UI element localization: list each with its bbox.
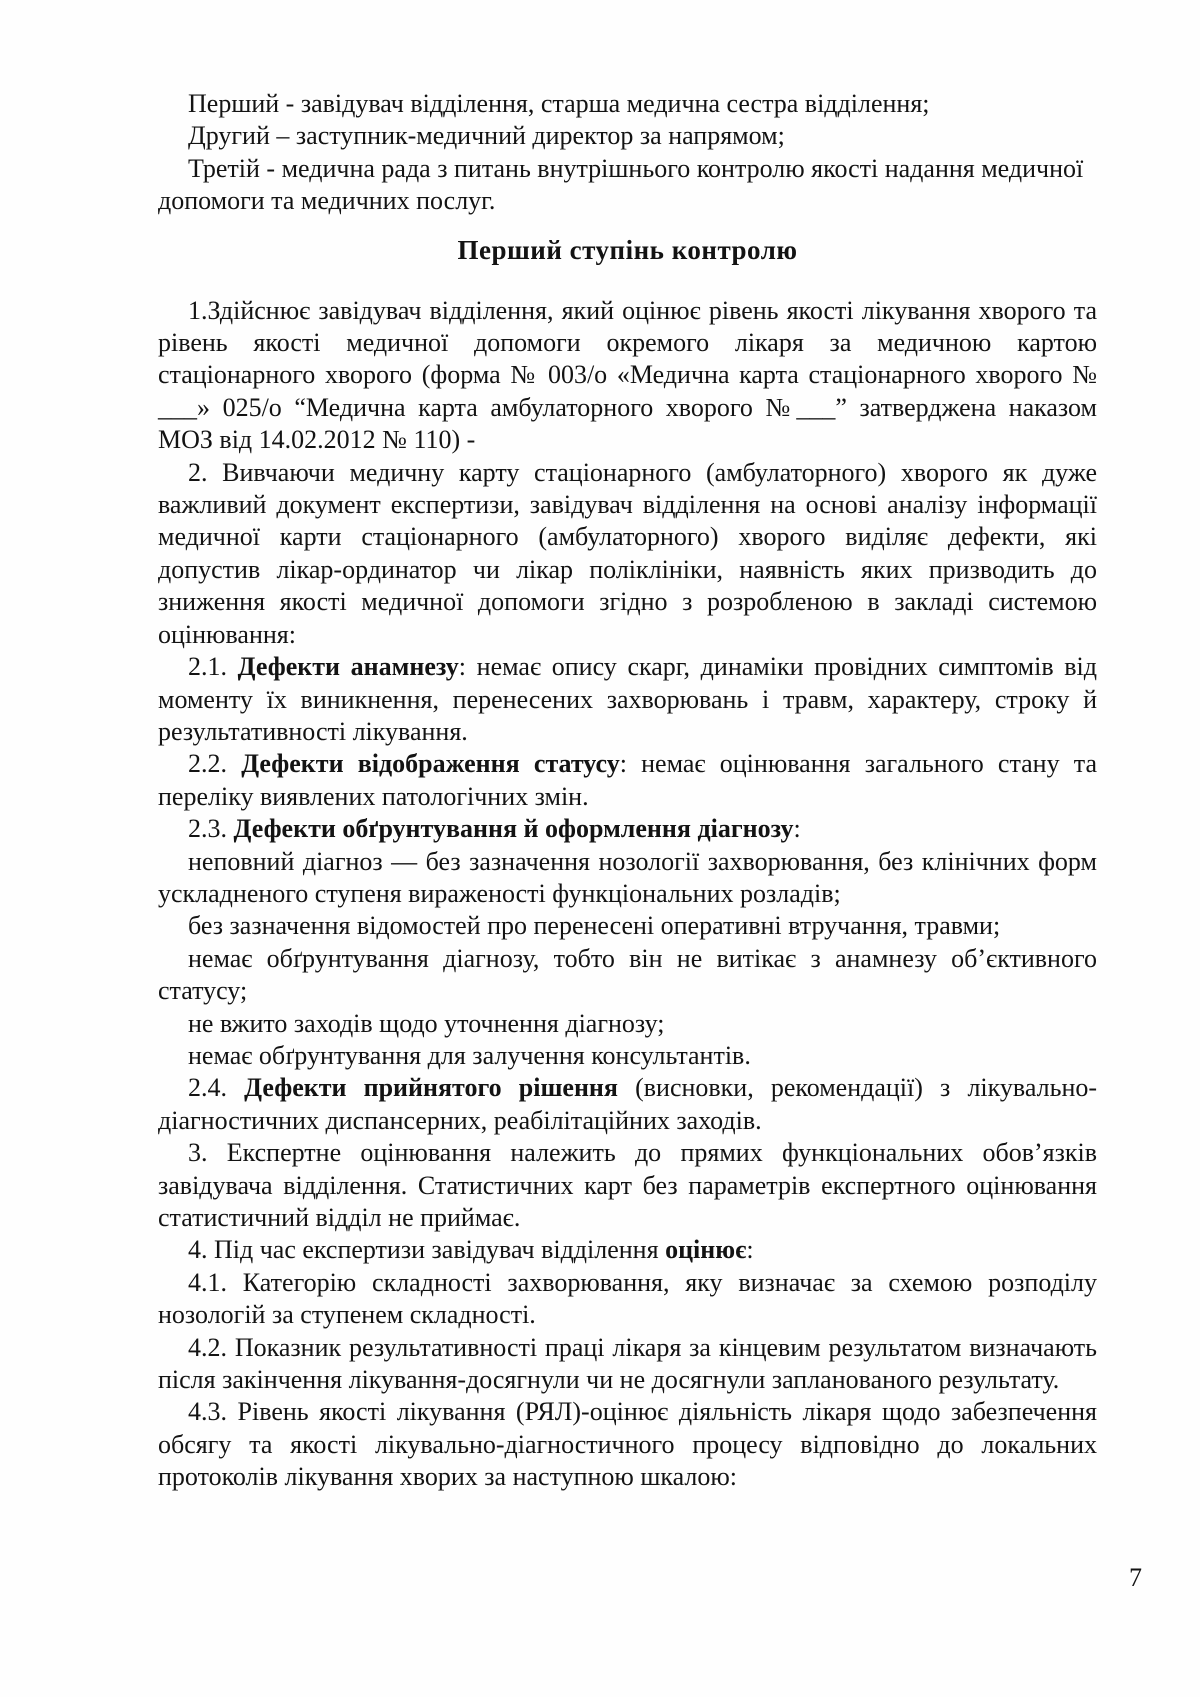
text-run: без зазначення відомостей про перенесені оперативні втручання, травми; xyxy=(188,911,1001,941)
text-run: 2.4. xyxy=(188,1073,245,1103)
text-run: 4.1. Категорію складності захворювання, яку визначає за схемою розподілу нозологій за ступенем складності. xyxy=(158,1267,1097,1330)
text-run: 2.3. xyxy=(188,814,234,844)
para-2-3-d xyxy=(158,1008,1097,1040)
text-run: : xyxy=(746,1235,754,1265)
para-4 xyxy=(158,1234,1097,1266)
text-run: 2. Вивчаючи медичну карту стаціонарного (амбулаторного) хворого як дуже важливий документ експертизи, завідувач відділення на основі аналізу інформації медичної карти стаціонарного (амбулаторного) хворого виділяє дефекти, які допустив лікар-ординатор чи лікар поліклініки, наявність яких призводить до зниження якості медичної допомоги згідно з розробленою в закладі системою оцінювання: xyxy=(158,457,1097,649)
bold-text-run: Дефекти обґрунтування й оформлення діагнозу xyxy=(233,814,794,844)
text-run: неповний діагноз — без зазначення нозології захворювання, без клінічних форм ускладненого ступеня вираженості функціональних розладів; xyxy=(158,846,1097,908)
text-run: : xyxy=(793,814,801,844)
bold-text-run: Дефекти анамнезу xyxy=(237,652,459,682)
intro-line-first xyxy=(158,88,1097,120)
para-2-2 xyxy=(158,748,1097,813)
text-run: 2.1. xyxy=(188,652,238,682)
text-run: Третій - медична рада з питань внутрішнього контролю якості надання медичної допомоги та медичних послуг. xyxy=(158,153,1084,216)
text-run: не вжито заходів щодо уточнення діагнозу; xyxy=(188,1008,665,1038)
para-4-3 xyxy=(158,1396,1097,1493)
para-4-1 xyxy=(158,1267,1097,1332)
para-2-3 xyxy=(158,813,1097,845)
text-run: Другий – заступник-медичний директор за напрямом; xyxy=(188,121,785,151)
bold-text-run: Дефекти відображення статусу xyxy=(241,749,620,779)
para-4-2 xyxy=(158,1332,1097,1397)
page-number: 7 xyxy=(1129,1563,1142,1592)
text-run: немає обґрунтування діагнозу, тобто він не витікає з анамнезу об’єктивного статусу; xyxy=(158,943,1097,1006)
section-heading: Перший ступінь контролю xyxy=(457,234,798,265)
body-section xyxy=(158,295,1097,1494)
text-run: 4.3. Рівень якості лікування (РЯЛ)-оцінює діяльність лікаря щодо забезпечення обсягу та якості лікувально-діагностичного процесу відповідно до локальних протоколів лікування хворих за наступною шкалою: xyxy=(158,1397,1097,1492)
text-run: : немає опису скарг, динаміки провідних симптомів від моменту їх виникнення, перенесених захворювань і травм, характеру, строку й результативності лікування. xyxy=(158,652,1098,746)
para-2-1 xyxy=(158,651,1097,748)
intro-section xyxy=(158,88,1097,218)
text-run: Перший - завідувач відділення, старша медична сестра відділення; xyxy=(188,89,930,118)
para-2-4 xyxy=(158,1072,1097,1137)
text-run: 2.2. xyxy=(188,749,242,779)
para-2-3-c xyxy=(158,943,1097,1008)
para-3 xyxy=(158,1137,1097,1234)
text-run: : немає оцінювання загального стану та переліку виявлених патологічних змін. xyxy=(158,749,1098,811)
intro-line-third xyxy=(158,153,1097,218)
para-2-3-b xyxy=(158,910,1097,942)
intro-line-second xyxy=(158,120,1097,152)
text-run: 4. Під час експертизи завідувач відділення xyxy=(188,1235,666,1265)
para-1 xyxy=(158,295,1097,457)
para-2 xyxy=(158,457,1097,651)
text-run: (висновки, рекомендації) з лікувально-діагностичних диспансерних, реабілітаційних заходів. xyxy=(158,1073,1098,1135)
para-2-3-a xyxy=(158,846,1097,911)
text-run: 1.Здійснює завідувач відділення, який оцінює рівень якості лікування хворого та рівень якості медичної допомоги окремого лікаря за медичною картою стаціонарного хворого (форма № 003/о «Медична карта стаціонарного хворого № ___» 025/о “Медична карта амбулаторного хворого №___” затверджена наказом МОЗ від 14.02.2012 № 110) - xyxy=(158,295,1097,455)
para-2-3-e xyxy=(158,1040,1097,1072)
bold-text-run: Дефекти прийнятого рішення xyxy=(244,1073,618,1103)
bold-text-run: оцінює xyxy=(665,1235,747,1265)
text-run: 4.2. Показник результативності праці лікаря за кінцевим результатом визначають після закінчення лікування-досягнули чи не досягнули запланованого результату. xyxy=(158,1332,1097,1395)
text-run: 3. Експертне оцінювання належить до прямих функціональних обов’язків завідувача відділення. Статистичних карт без параметрів експертного оцінювання статистичний відділ не приймає. xyxy=(158,1138,1097,1232)
text-run: немає обґрунтування для залучення консультантів. xyxy=(188,1040,751,1070)
